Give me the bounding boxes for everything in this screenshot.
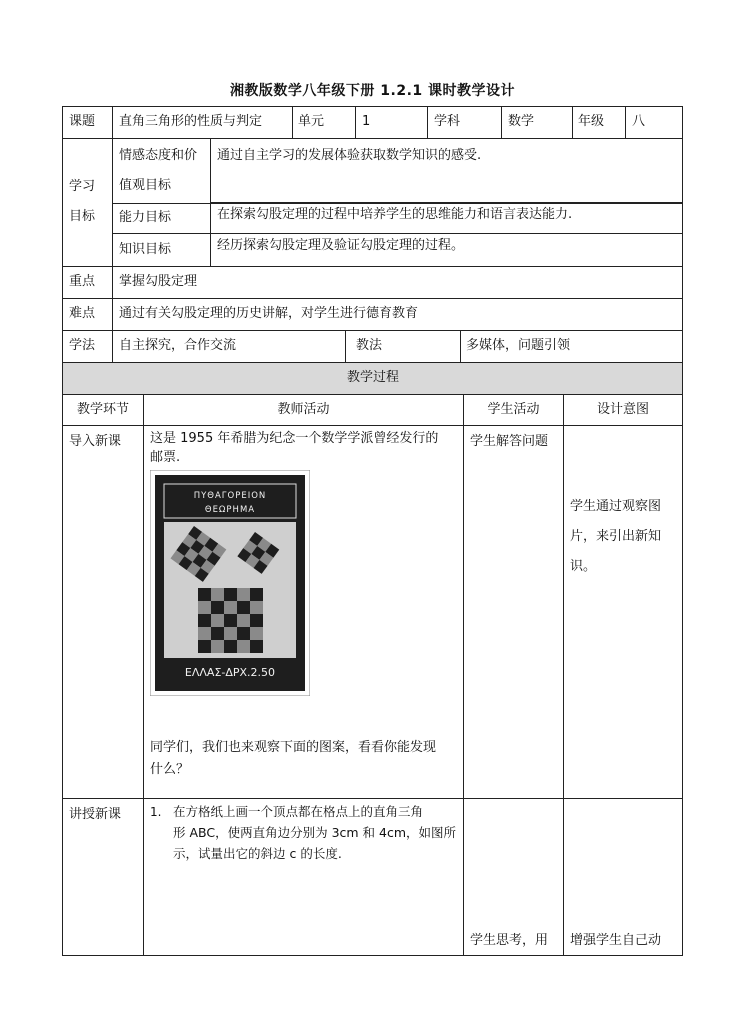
- stamp-checker-cell: [198, 614, 211, 627]
- stamp-checker-cell: [198, 627, 211, 640]
- key-point-text: 掌握勾股定理: [119, 274, 198, 289]
- stamp-checker-cell: [250, 614, 263, 627]
- objective-affective-text: 通过自主学习的发展体验获取数学知识的感受.: [217, 148, 482, 163]
- stamp-checker-cell: [224, 588, 237, 601]
- objective-knowledge-text: 经历探索勾股定理及验证勾股定理的过程。: [217, 238, 465, 253]
- teach-intent: 增强学生自己动: [570, 933, 662, 948]
- stamp-checker-cell: [211, 640, 224, 653]
- process-section-title: 教学过程: [346, 370, 399, 385]
- intro-student: 学生解答问题: [470, 434, 549, 449]
- intro-teacher-after-1: 同学们，我们也来观察下面的图案，看看你能发现: [150, 740, 437, 755]
- objective-ability-text: 在探索勾股定理的过程中培养学生的思维能力和语言表达能力.: [217, 207, 573, 222]
- difficulty-text: 通过有关勾股定理的历史讲解，对学生进行德育教育: [119, 306, 419, 321]
- study-method-value: 自主探究，合作交流: [119, 338, 237, 353]
- teach-method-label: 教法: [356, 338, 383, 353]
- document-title: 湘教版数学八年级下册 1.2.1 课时教学设计: [229, 83, 516, 99]
- stamp-bottom-text: ΕΛΛΑΣ-ΔΡΧ.2.50: [184, 666, 276, 679]
- teach-student: 学生思考，用: [470, 933, 549, 948]
- header-stage: 教学环节: [76, 402, 129, 417]
- subject-value: 数学: [508, 114, 535, 129]
- topic-value: 直角三角形的性质与判定: [119, 114, 263, 129]
- stamp-checker-cell: [211, 588, 224, 601]
- teach-stage: 讲授新课: [69, 807, 122, 822]
- key-point-label: 重点: [69, 274, 96, 289]
- stamp-checker-cell: [198, 588, 211, 601]
- header-student: 学生活动: [487, 402, 540, 417]
- intro-intent-line-3: 识。: [570, 559, 597, 574]
- objective-affective-name-1: 情感态度和价: [119, 148, 198, 163]
- pythagoras-stamp-icon: [150, 470, 310, 696]
- stamp-checker-cell: [224, 614, 237, 627]
- intro-teacher-line-2: 邮票.: [150, 450, 181, 465]
- topic-label: 课题: [69, 114, 96, 129]
- stamp-checker-cell: [237, 588, 250, 601]
- intro-stage: 导入新课: [69, 434, 122, 449]
- stamp-checker-cell: [224, 627, 237, 640]
- stamp-checker-cell: [250, 588, 263, 601]
- stamp-top-line-2: ΘΕΩΡΗΜΑ: [204, 505, 256, 515]
- stamp-checker-cell: [237, 614, 250, 627]
- objectives-label-1: 学习: [69, 179, 96, 194]
- stamp-checker-cell: [198, 640, 211, 653]
- stamp-checker-cell: [211, 627, 224, 640]
- header-intent: 设计意图: [596, 402, 649, 417]
- stamp-checker-cell: [211, 601, 224, 614]
- stamp-checker-cell: [198, 601, 211, 614]
- teach-item-line-3: 示，试量出它的斜边 c 的长度.: [173, 846, 342, 861]
- stamp-checker-cell: [250, 640, 263, 653]
- stamp-top-line-1: ΠΥΘΑΓΟΡΕΙΟΝ: [193, 491, 267, 501]
- stamp-checker-cell: [237, 627, 250, 640]
- header-teacher: 教师活动: [277, 402, 330, 417]
- objectives-label-2: 目标: [69, 209, 96, 224]
- teach-item-line-1: 在方格纸上画一个顶点都在格点上的直角三角: [173, 804, 424, 819]
- subject-label: 学科: [434, 114, 461, 129]
- stamp-checker-cell: [224, 601, 237, 614]
- difficulty-label: 难点: [69, 306, 96, 321]
- grade-value: 八: [632, 114, 646, 129]
- unit-label: 单元: [298, 114, 325, 129]
- intro-intent-line-1: 学生通过观察图: [570, 499, 662, 514]
- objective-ability-name: 能力目标: [119, 210, 172, 225]
- intro-intent-line-2: 片，来引出新知: [570, 529, 662, 544]
- teach-item-line-2: 形 ABC，使两直角边分别为 3cm 和 4cm，如图所: [173, 825, 457, 840]
- objective-knowledge-name: 知识目标: [119, 242, 172, 257]
- stamp-checker-cell: [250, 601, 263, 614]
- stamp-checker-cell: [250, 627, 263, 640]
- teach-method-value: 多媒体，问题引领: [466, 338, 571, 353]
- stamp-checker-cell: [211, 614, 224, 627]
- stamp-checker-cell: [224, 640, 237, 653]
- objective-affective-name-2: 值观目标: [119, 178, 172, 193]
- intro-teacher-line-1: 这是 1955 年希腊为纪念一个数学学派曾经发行的: [150, 431, 439, 446]
- grade-label: 年级: [578, 114, 605, 129]
- unit-value: 1: [362, 114, 371, 129]
- stamp-checker-cell: [237, 640, 250, 653]
- stamp-checker-cell: [237, 601, 250, 614]
- teach-item-number: 1.: [150, 805, 162, 819]
- study-method-label: 学法: [69, 338, 96, 353]
- intro-teacher-after-2: 什么？: [150, 762, 190, 777]
